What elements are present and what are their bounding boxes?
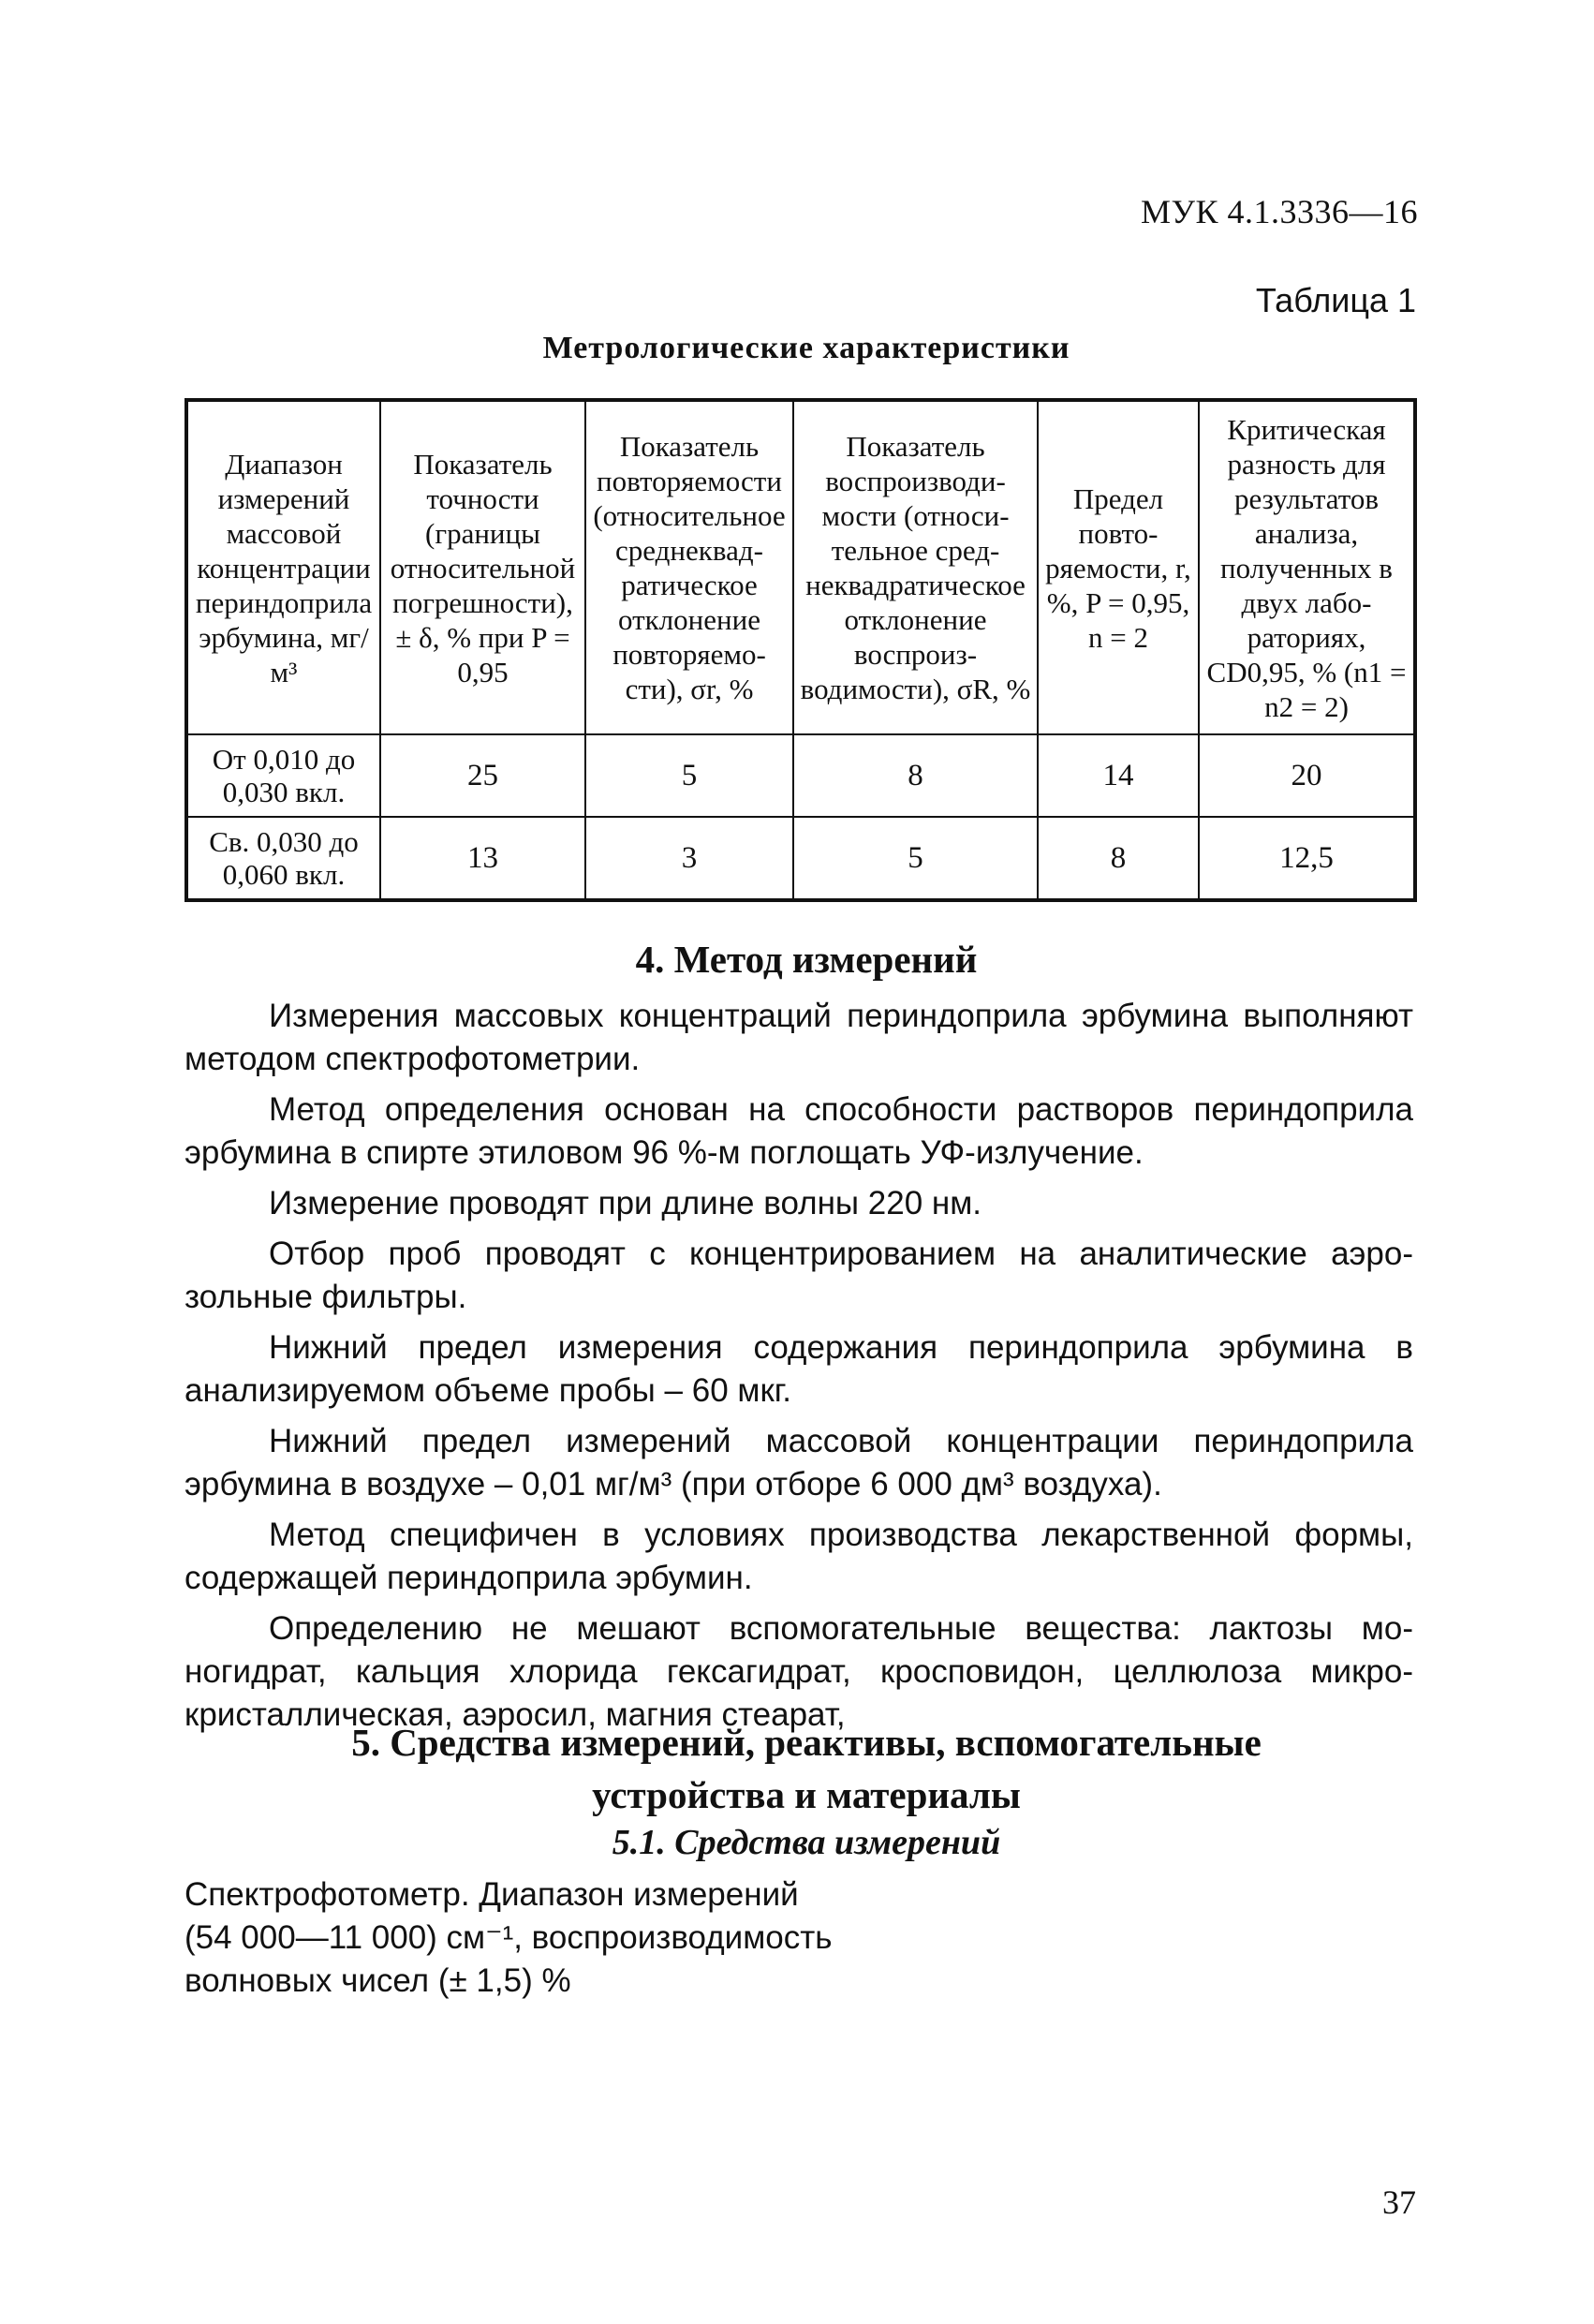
- metrological-characteristics-table: [184, 398, 1417, 902]
- page-number: 37: [1382, 2183, 1416, 2221]
- section-4-heading: 4. Метод измерений: [635, 938, 978, 981]
- table-cell-repeatability: 5: [585, 734, 793, 817]
- table-header-row: [186, 400, 1415, 734]
- document-code: МУК 4.1.3336—16: [1140, 193, 1418, 230]
- paragraph: Метод определения основан на способности растворов периндоприла эрбумина в спирте этиловом 96 %-м поглощать УФ-излучение.: [184, 1091, 1413, 1171]
- subsection-5-1-heading: 5.1. Средства измерений: [612, 1823, 1001, 1862]
- paragraph: Определению не мешают вспомогательные вещества: лактозы моногидрат, кальция хлорида гексагидрат, кросповидон, целлюлоза микрокристаллическая, аэросил, магния стеарат,: [184, 1610, 1413, 1733]
- table-title: Метрологические характеристики: [542, 331, 1070, 365]
- column-header-accuracy: Показатель точности (границы относительной погрешности), ± δ, % при P = 0,95: [380, 400, 585, 734]
- paragraph: Метод специфичен в условиях производства лекарственной формы, содержащей периндоприла эрбумин.: [184, 1517, 1413, 1596]
- table-number-label: Таблица 1: [1255, 281, 1416, 319]
- paragraph: Измерение проводят при длине волны 220 нм.: [269, 1185, 982, 1221]
- table-cell-range: От 0,010 до 0,030 вкл.: [186, 734, 380, 817]
- table-cell-accuracy: 25: [380, 734, 585, 817]
- instrument-line: Спектрофотометр. Диапазон измерений: [184, 1876, 799, 1913]
- column-header-repeatability-limit: Предел повторяемости, r, %, P = 0,95, n = 2: [1038, 400, 1199, 734]
- section-5-heading-line-1: 5. Средства измерений, реактивы, вспомогательные: [351, 1721, 1262, 1764]
- paragraph: Измерения массовых концентраций периндоприла эрбумина выполняют методом спектрофотометрии.: [184, 998, 1413, 1077]
- paragraph: Нижний предел измерений массовой концентрации периндоприла эрбумина в воздухе – 0,01 мг/м³ (при отборе 6 000 дм³ воздуха).: [184, 1423, 1413, 1502]
- section-4-body: [184, 995, 1413, 1744]
- section-5-heading: [0, 1716, 1594, 1821]
- measuring-instruments-list: [184, 1873, 1027, 2003]
- paragraph: Нижний предел измерения содержания периндоприла эрбумина в анализируемом объеме пробы – 60 мкг.: [184, 1329, 1413, 1409]
- column-header-reproducibility: Показатель воспроизводимости (относительное среднеквадратическое отклонение воспроизводимости), σR, %: [793, 400, 1038, 734]
- table-cell-critical-difference: 12,5: [1199, 817, 1415, 900]
- table-cell-critical-difference: 20: [1199, 734, 1415, 817]
- instrument-line: волновых чисел (± 1,5) %: [184, 1962, 571, 1999]
- table-row: [186, 734, 1415, 817]
- table-cell-repeatability-limit: 8: [1038, 817, 1199, 900]
- instrument-line: (54 000—11 000) см⁻¹, воспроизводимость: [184, 1919, 833, 1956]
- column-header-repeatability: Показатель повторяемости (относительное среднеквадратическое отклонение повторяемости), σr, %: [585, 400, 793, 734]
- table-cell-repeatability: 3: [585, 817, 793, 900]
- table-cell-reproducibility: 8: [793, 734, 1038, 817]
- table-row: [186, 817, 1415, 900]
- column-header-range: Диапазон измерений массовой концентрации периндоприла эрбумина, мг/м³: [186, 400, 380, 734]
- table-cell-repeatability-limit: 14: [1038, 734, 1199, 817]
- section-5-heading-line-2: устройства и материалы: [592, 1773, 1021, 1816]
- table-cell-range: Св. 0,030 до 0,060 вкл.: [186, 817, 380, 900]
- table-cell-accuracy: 13: [380, 817, 585, 900]
- table-cell-reproducibility: 5: [793, 817, 1038, 900]
- paragraph: Отбор проб проводят с концентрированием на аналитические аэрозольные фильтры.: [184, 1236, 1413, 1315]
- column-header-critical-difference: Критическая разность для результатов анализа, полученных в двух лабораториях, CD0,95, % (n1 = n2 = 2): [1199, 400, 1415, 734]
